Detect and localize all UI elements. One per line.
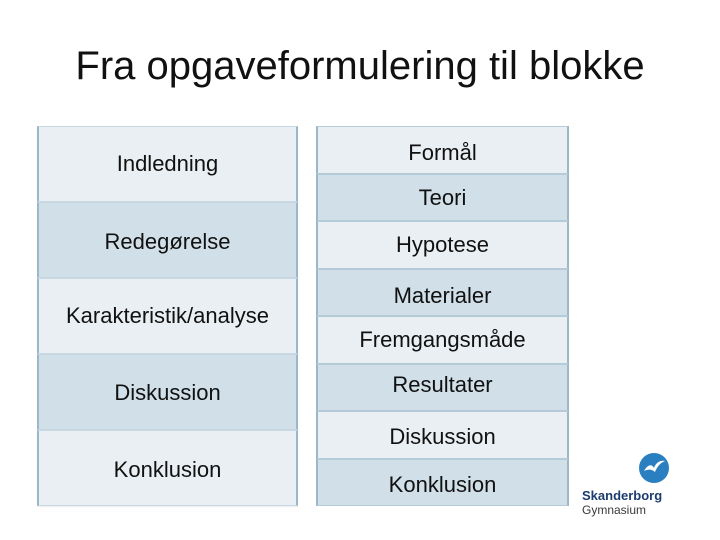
left-block-label: Redegørelse [104, 229, 231, 254]
left-block-label: Diskussion [114, 380, 221, 405]
right-block-materialer [316, 269, 569, 316]
skanderborg-gymnasium-bird-icon [638, 452, 670, 489]
right-block-label: Resultater [392, 372, 493, 397]
right-block-diskussion [316, 411, 569, 459]
left-block-indledning [37, 126, 298, 202]
right-block-label: Teori [418, 185, 467, 210]
right-block-konklusion [316, 459, 569, 506]
right-block-resultater [316, 364, 569, 411]
right-block-fremgangsmade [316, 316, 569, 364]
logo-name: Skanderborg [582, 488, 663, 503]
right-block-label: Fremgangsmåde [359, 327, 526, 352]
left-block-diskussion [37, 354, 298, 430]
right-block-label: Formål [408, 140, 477, 165]
slide-title: Fra opgaveformulering til blokke [75, 44, 645, 88]
left-block-label: Karakteristik/analyse [66, 303, 269, 328]
right-block-label: Hypotese [396, 232, 489, 257]
right-block-hypotese [316, 221, 569, 269]
right-block-label: Diskussion [389, 424, 496, 449]
right-block-column [316, 126, 569, 506]
skanderborg-gymnasium-logo [582, 452, 676, 522]
right-block-label: Materialer [393, 283, 492, 308]
right-block-teori [316, 174, 569, 221]
left-block-konklusion [37, 430, 298, 506]
right-block-label: Konklusion [388, 472, 497, 497]
logo-subtitle: Gymnasium [582, 503, 647, 517]
left-block-karakteristik-analyse [37, 278, 298, 354]
right-block-formal [316, 126, 569, 174]
left-block-label: Indledning [116, 151, 219, 176]
left-block-label: Konklusion [113, 457, 222, 482]
left-block-redegorelse [37, 202, 298, 278]
left-block-column [37, 126, 298, 506]
